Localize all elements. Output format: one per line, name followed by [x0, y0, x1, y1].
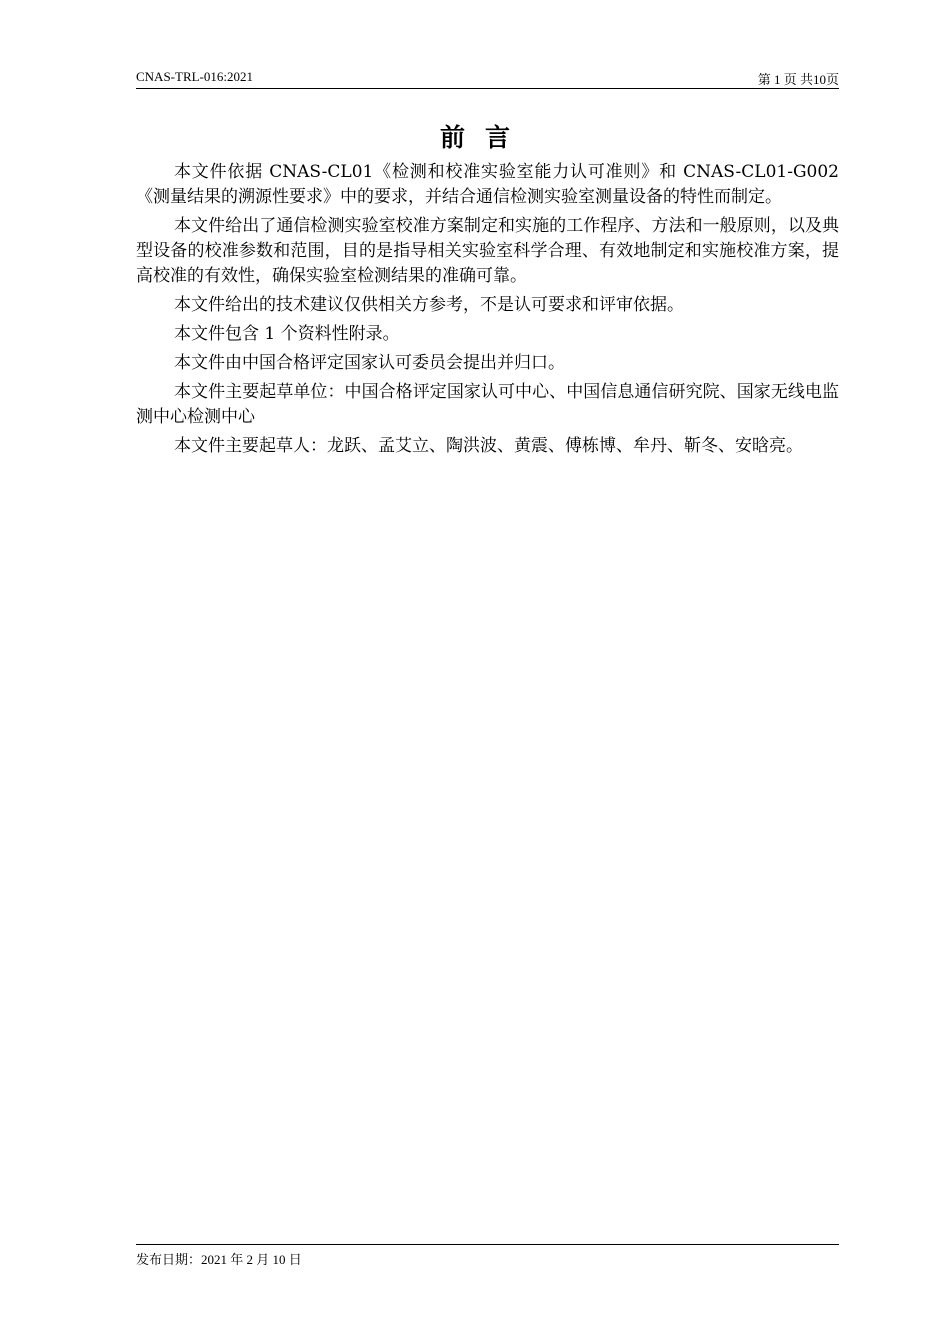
- paragraph-basis: 本文件依据 CNAS-CL01《检测和校准实验室能力认可准则》和 CNAS-CL01-G002《测量结果的溯源性要求》中的要求，并结合通信检测实验室测量设备的特性而制定。: [136, 162, 839, 207]
- foreword-body: [136, 160, 839, 463]
- page-number: 第 1 页 共10页: [757, 72, 839, 87]
- section-title: 前言: [439, 123, 530, 152]
- document-code: CNAS-TRL-016:2021: [136, 69, 253, 84]
- page-footer: [136, 1244, 839, 1268]
- paragraph-scope: 本文件给出了通信检测实验室校准方案制定和实施的工作程序、方法和一般原则，以及典型设备的校准参数和范围，目的是指导相关实验室科学合理、有效地制定和实施校准方案，提高校准的有效性，确保实验室检测结果的准确可靠。: [136, 216, 839, 286]
- paragraph-disclaimer: 本文件给出的技术建议仅供相关方参考，不是认可要求和评审依据。: [174, 295, 684, 315]
- paragraph-drafters: 本文件主要起草人：龙跃、孟艾立、陶洪波、黄震、傅栋博、牟丹、靳冬、安晗亮。: [174, 436, 803, 456]
- paragraph-proposer: 本文件由中国合格评定国家认可委员会提出并归口。: [174, 353, 565, 373]
- paragraph-drafting-units: 本文件主要起草单位：中国合格评定国家认可中心、中国信息通信研究院、国家无线电监测中心检测中心: [136, 382, 839, 427]
- paragraph-appendix: 本文件包含 1 个资料性附录。: [174, 324, 400, 344]
- page-header: [136, 64, 839, 89]
- publish-date: 发布日期：2021 年 2 月 10 日: [136, 1252, 302, 1267]
